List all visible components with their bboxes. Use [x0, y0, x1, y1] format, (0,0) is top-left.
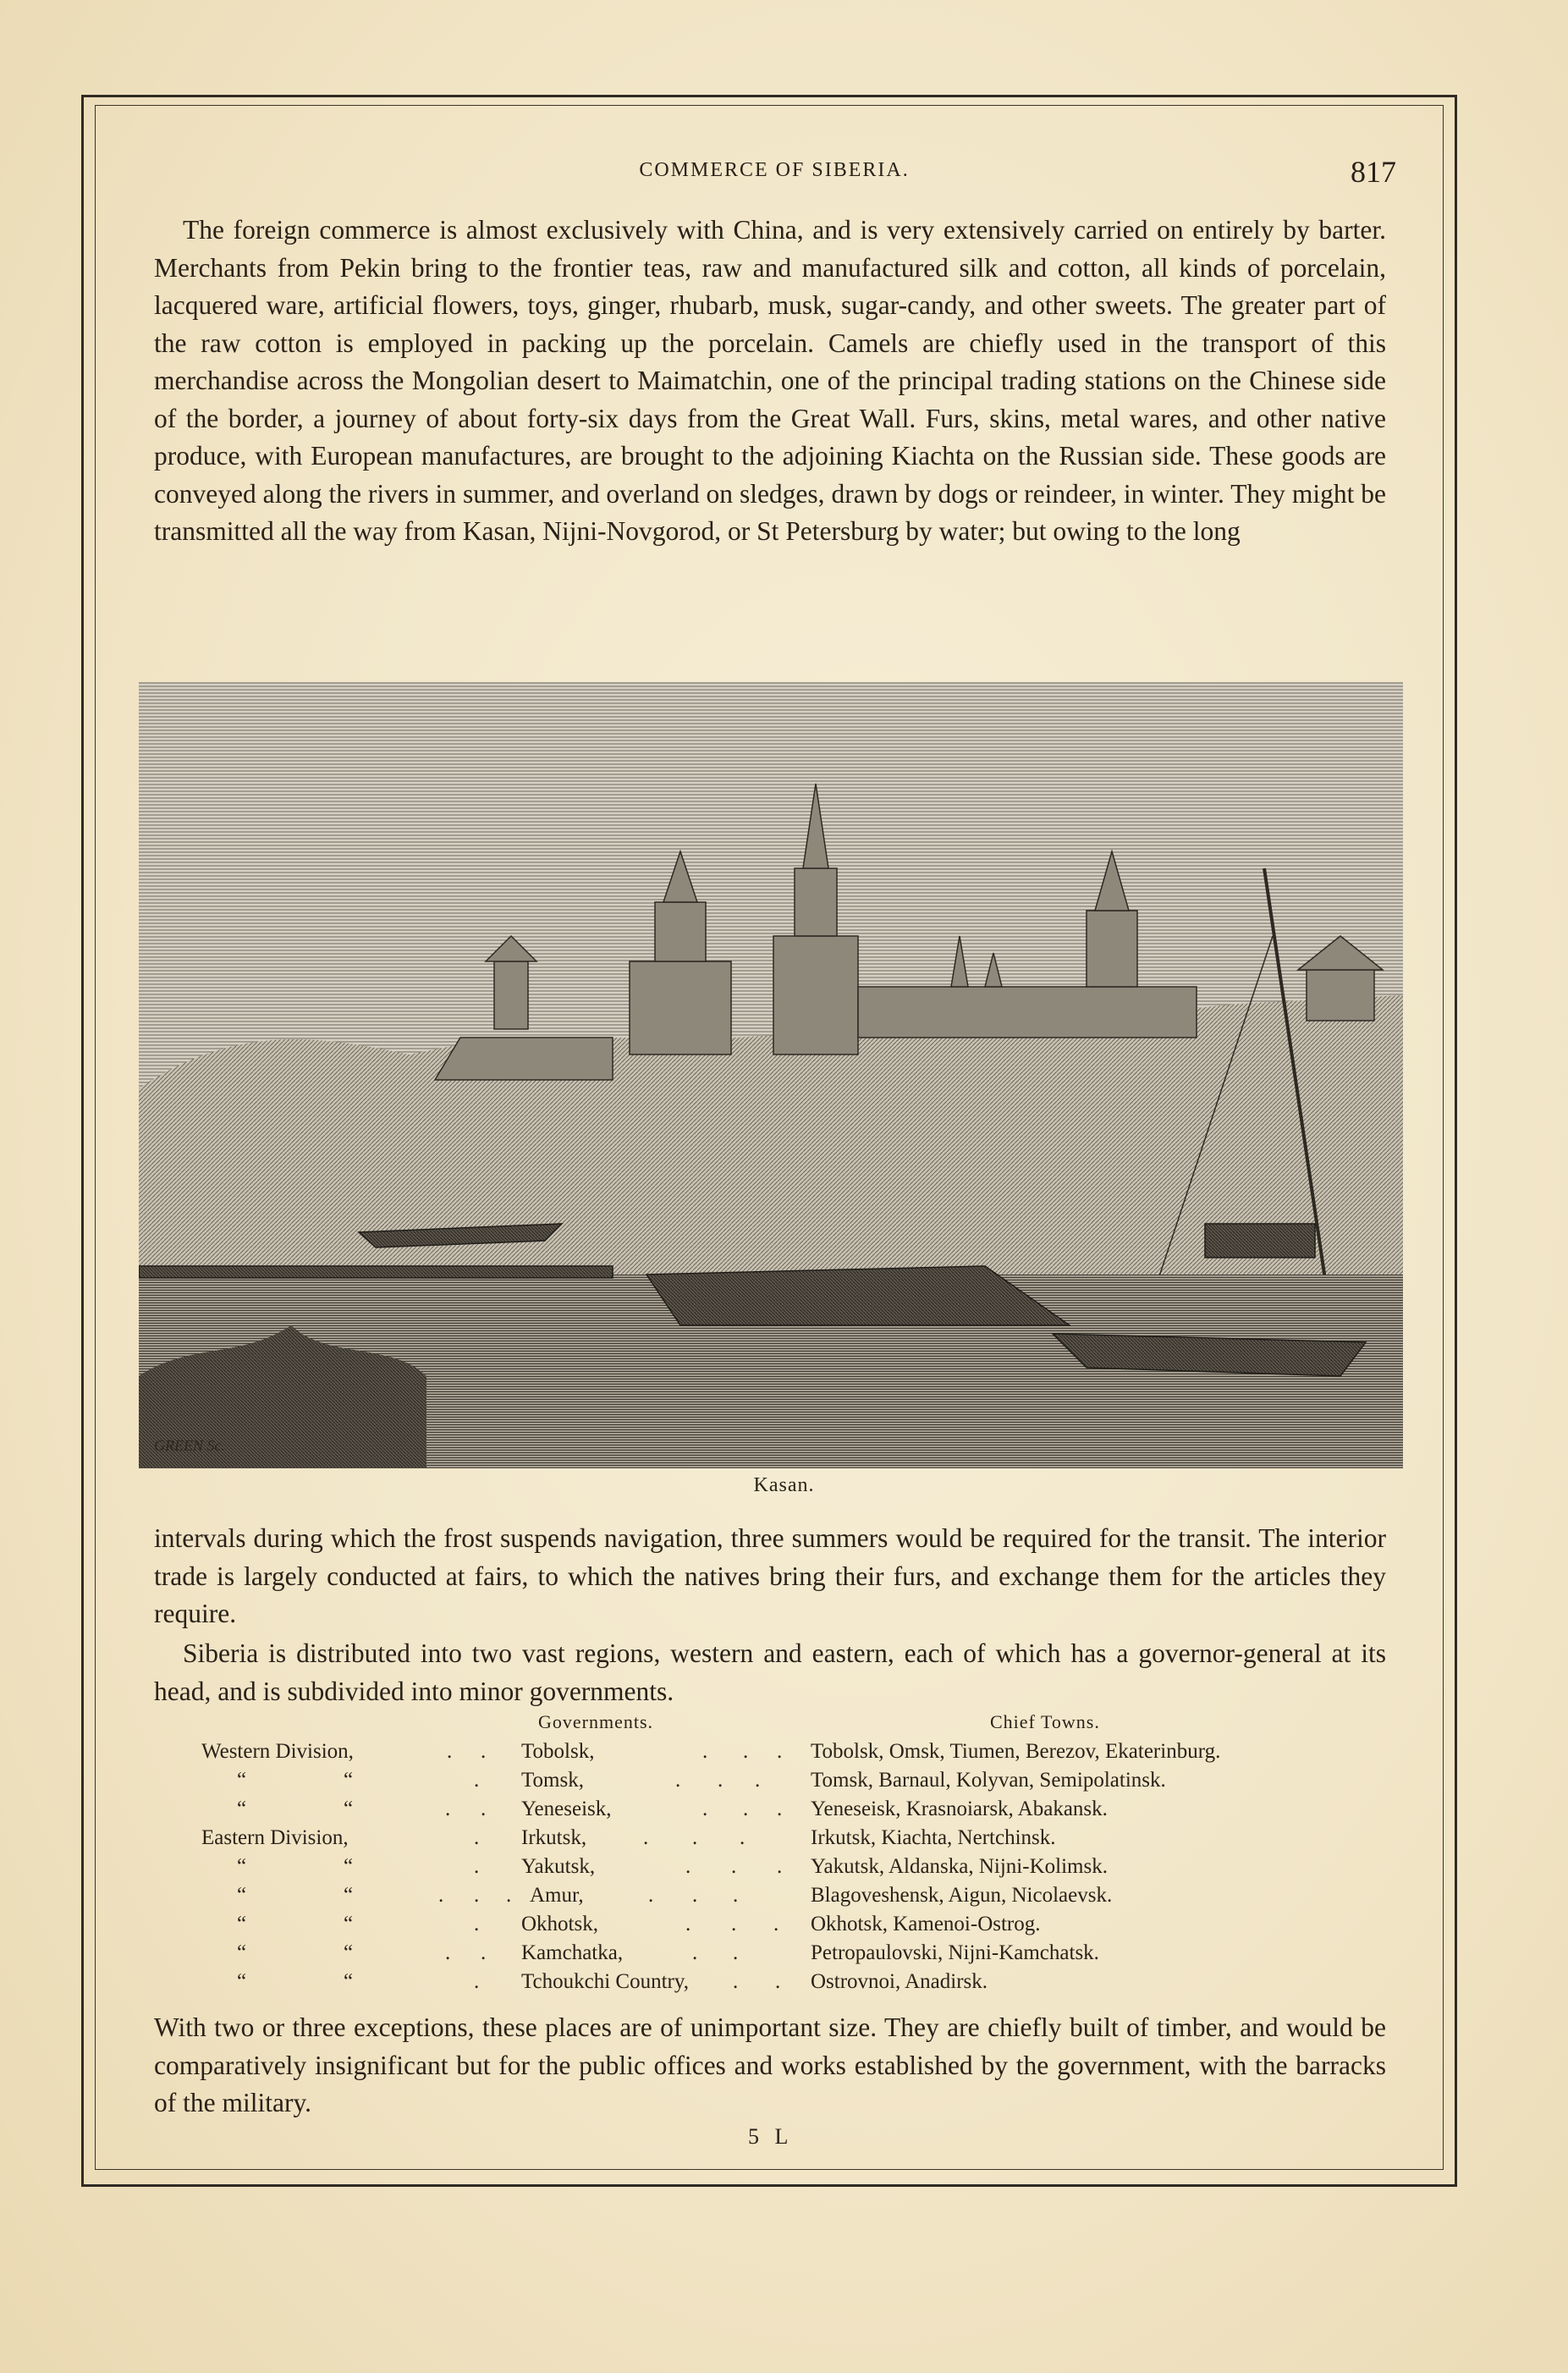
chief-towns-cell: Okhotsk, Kamenoi-Ostrog. [811, 1913, 1041, 1935]
signature-mark: 5 L [748, 2124, 794, 2149]
government-cell: Kamchatka, [521, 1941, 624, 1964]
table-row: “ “ . . . Amur, . . . Blagoveshensk, Aigun, Nicolaevsk. [237, 1884, 1113, 1907]
ditto-mark: “ [237, 1941, 247, 1964]
chief-towns-cell: Ostrovnoi, Anadirsk. [811, 1970, 988, 1993]
page-number: 817 [1351, 155, 1396, 189]
chief-towns-cell: Yeneseisk, Krasnoiarsk, Abakansk. [811, 1798, 1108, 1820]
paragraph-foreign-commerce: The foreign commerce is almost exclusively with China, and is very extensively carried on entirely by barter. Merchants from Pekin bring to the frontier teas, raw and manufactured silk and cotton, all kinds of porcelain, lacquered ware, artificial flowers, toys, ginger, rhubarb, musk, sugar-candy, and other sweets. The greater part of the raw cotton is employed in packing up the porcelain. Camels are chiefly used in the transport of this merchandise across the Mongolian desert to Maimatchin, one of the principal trading stations on the Chinese side of the border, a journey of about forty-six days from the Great Wall. Furs, skins, metal wares, and other native produce, with European manufactures, are brought to the adjoining Kiachta on the Russian side. These goods are conveyed along the rivers in summer, and overland on sledges, drawn by dogs or reindeer, in winter. They might be transmitted all the way from Kasan, Nijni-Novgorod, or St Petersburg by water; but owing to the long [154, 215, 1386, 546]
ditto-mark: “ [344, 1855, 354, 1878]
engraving-kasan [139, 682, 1403, 1468]
paragraph-interior-trade: intervals during which the frost suspends navigation, three summers would be required for the transit. The interior trade is largely conducted at fairs, to which the natives bring their furs, and exchange them for the articles they require. [154, 1523, 1386, 1628]
engraver-signature: GREEN Sc. [154, 1437, 225, 1454]
table-row: “ “ . . Kamchatka, . . Petropaulovski, Nijni-Kamchatsk. [237, 1941, 1099, 1964]
government-cell: Yeneseisk, [521, 1798, 612, 1820]
table-row: Western Division, . . Tobolsk, . . . Tobolsk, Omsk, Tiumen, Berezov, Ekaterinburg. [201, 1740, 1221, 1763]
ditto-mark: “ [237, 1855, 247, 1878]
government-cell: Okhotsk, [521, 1913, 598, 1935]
table-row: “ “ . Okhotsk, . . . Okhotsk, Kamenoi-Ostrog. [237, 1913, 1041, 1935]
figure-caption: Kasan. [753, 1474, 815, 1496]
running-title: COMMERCE OF SIBERIA. [639, 159, 910, 181]
ditto-mark: “ [237, 1798, 247, 1820]
table-row: “ “ . . Yeneseisk, . . . Yeneseisk, Krasnoiarsk, Abakansk. [237, 1798, 1108, 1820]
chief-towns-cell: Irkutsk, Kiachta, Nertchinsk. [811, 1826, 1056, 1849]
column-header-chief-towns: Chief Towns. [990, 1711, 1100, 1732]
government-cell: Yakutsk, [521, 1855, 596, 1878]
ditto-mark: “ [344, 1769, 354, 1792]
chief-towns-cell: Yakutsk, Aldanska, Nijni-Kolimsk. [811, 1855, 1108, 1878]
ditto-mark: “ [237, 1884, 247, 1907]
ditto-mark: “ [237, 1769, 247, 1792]
government-cell: Tchoukchi Country, [521, 1970, 689, 1993]
chief-towns-cell: Blagoveshensk, Aigun, Nicolaevsk. [811, 1884, 1113, 1907]
chief-towns-cell: Petropaulovski, Nijni-Kamchatsk. [811, 1941, 1099, 1964]
division-cell: Western Division, [201, 1740, 354, 1763]
chief-towns-cell: Tobolsk, Omsk, Tiumen, Berezov, Ekaterinburg. [811, 1740, 1221, 1763]
ditto-mark: “ [344, 1970, 354, 1993]
government-cell: Tomsk, [521, 1769, 584, 1792]
ditto-mark: “ [237, 1913, 247, 1935]
ditto-mark: “ [344, 1884, 354, 1907]
table-row: “ “ . Tchoukchi Country, . . Ostrovnoi, Anadirsk. [237, 1970, 988, 1993]
government-cell: Tobolsk, [521, 1740, 595, 1763]
chief-towns-cell: Tomsk, Barnaul, Kolyvan, Semipolatinsk. [811, 1769, 1166, 1792]
ditto-mark: “ [237, 1970, 247, 1993]
engraving-illustration [139, 682, 1403, 1467]
column-header-governments: Governments. [538, 1711, 654, 1732]
division-cell: Eastern Division, [201, 1826, 349, 1849]
government-cell: Amur, [530, 1884, 584, 1907]
running-head [152, 154, 1396, 196]
paragraph-places-size: With two or three exceptions, these places are of unimportant size. They are chiefly built of timber, and would be comparatively insignificant but for the public offices and works established by the government, with the barracks of the military. [154, 2012, 1386, 2117]
paragraph-regions: Siberia is distributed into two vast regions, western and eastern, each of which has a governor-general at its head, and is subdivided into minor governments. [154, 1638, 1386, 1706]
table-row: “ “ . Tomsk, . . . Tomsk, Barnaul, Kolyvan, Semipolatinsk. [237, 1769, 1166, 1792]
ditto-mark: “ [344, 1941, 354, 1964]
table-row: “ “ . Yakutsk, . . . Yakutsk, Aldanska, Nijni-Kolimsk. [237, 1855, 1108, 1878]
table-row: Eastern Division, . Irkutsk, . . . Irkutsk, Kiachta, Nertchinsk. [201, 1826, 1056, 1849]
ditto-mark: “ [344, 1798, 354, 1820]
government-cell: Irkutsk, [521, 1826, 587, 1849]
ditto-mark: “ [344, 1913, 354, 1935]
